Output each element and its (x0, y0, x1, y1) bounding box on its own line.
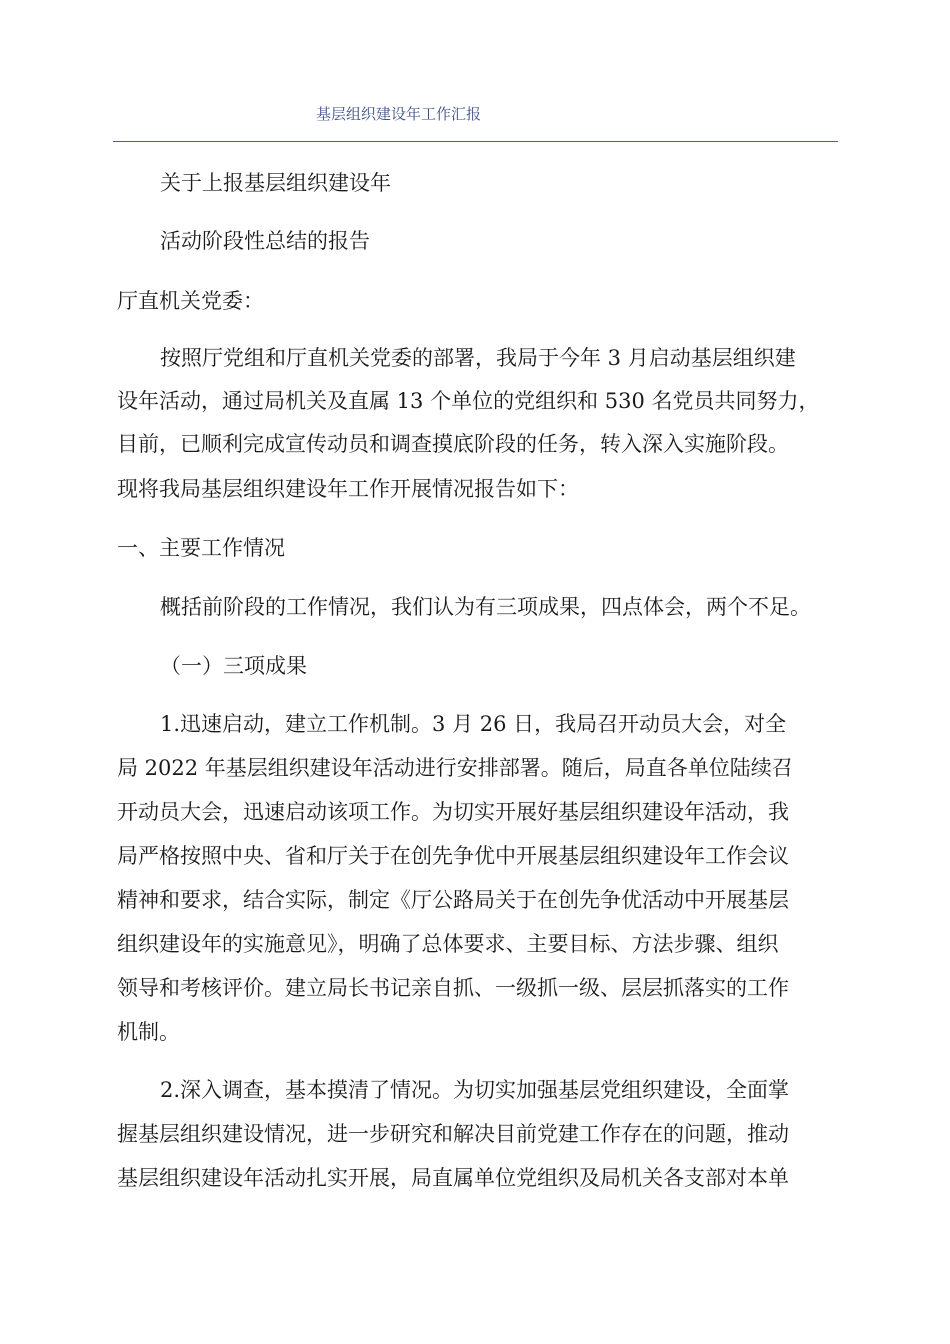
document-title-line-2: 活动阶段性总结的报告 (160, 229, 370, 253)
item1-line: 开动员大会，迅速启动该项工作。为切实开展好基层组织建设年活动，我 (117, 800, 789, 824)
item1-line: 机制。 (117, 1020, 180, 1044)
header-title: 基层组织建设年工作汇报 (316, 105, 482, 123)
document-title-line-1: 关于上报基层组织建设年 (160, 171, 391, 195)
item1-line: 组织建设年的实施意见》，明确了总体要求、主要目标、方法步骤、组织 (117, 932, 779, 956)
item2-line: 2.深入调查，基本摸清了情况。为切实加强基层党组织建设，全面掌 (160, 1078, 790, 1102)
item1-line: 1.迅速启动，建立工作机制。3 月 26 日，我局召开动员大会，对全 (160, 712, 787, 736)
item2-line: 基层组织建设年活动扎实开展，局直属单位党组织及局机关各支部对本单 (117, 1166, 789, 1190)
item1-line: 精神和要求，结合实际，制定《厅公路局关于在创先争优活动中开展基层 (117, 888, 789, 912)
header-divider (113, 141, 838, 142)
intro-line: 现将我局基层组织建设年工作开展情况报告如下： (117, 477, 579, 501)
salutation: 厅直机关党委： (117, 289, 264, 313)
item1-line: 领导和考核评价。建立局长书记亲自抓、一级抓一级、层层抓落实的工作 (117, 976, 789, 1000)
section-summary: 概括前阶段的工作情况，我们认为有三项成果，四点体会，两个不足。 (160, 595, 811, 619)
subsection-heading: （一）三项成果 (160, 654, 307, 678)
intro-line: 按照厅党组和厅直机关党委的部署，我局于今年 3 月启动基层组织建 (160, 346, 796, 370)
section-heading: 一、主要工作情况 (117, 536, 285, 560)
intro-line: 设年活动，通过局机关及直属 13 个单位的党组织和 530 名党员共同努力， (117, 389, 820, 413)
item1-line: 局 2022 年基层组织建设年活动进行安排部署。随后，局直各单位陆续召 (117, 756, 793, 780)
item1-line: 局严格按照中央、省和厅关于在创先争优中开展基层组织建设年工作会议 (117, 844, 789, 868)
item2-line: 握基层组织建设情况，进一步研究和解决目前党建工作存在的问题，推动 (117, 1122, 789, 1146)
intro-line: 目前，已顺利完成宣传动员和调查摸底阶段的任务，转入深入实施阶段。 (117, 432, 789, 456)
